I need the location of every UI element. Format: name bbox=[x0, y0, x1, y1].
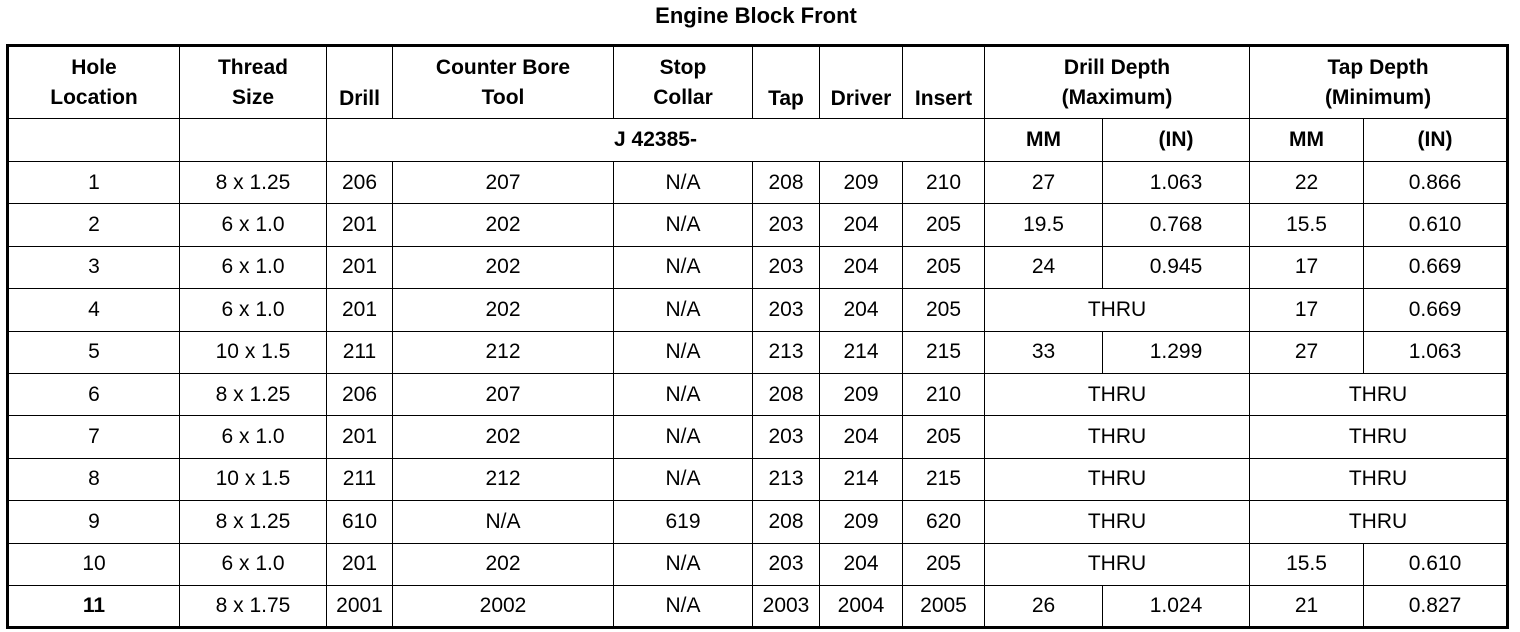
subheader-empty bbox=[180, 119, 327, 162]
tap-depth-in-cell: 1.063 bbox=[1364, 331, 1508, 373]
insert-cell: 205 bbox=[903, 246, 985, 288]
table-row bbox=[8, 501, 1508, 543]
hole-location-cell: 6 bbox=[8, 373, 180, 415]
stop-collar-cell: N/A bbox=[614, 246, 753, 288]
header-insert: Insert bbox=[903, 46, 985, 119]
drill-cell: 201 bbox=[327, 543, 393, 585]
tap-depth-thru-cell: THRU bbox=[1250, 416, 1508, 458]
hole-location-cell: 9 bbox=[8, 501, 180, 543]
thread-size-cell: 6 x 1.0 bbox=[180, 416, 327, 458]
stop-collar-cell: N/A bbox=[614, 458, 753, 500]
tap-depth-mm-cell: 22 bbox=[1250, 162, 1364, 204]
header-counter-bore-tool: Counter Bore Tool bbox=[393, 46, 614, 119]
stop-collar-cell: N/A bbox=[614, 204, 753, 246]
tap-cell: 213 bbox=[753, 458, 820, 500]
tap-depth-in-cell: 0.610 bbox=[1364, 204, 1508, 246]
counter-bore-tool-cell: 202 bbox=[393, 543, 614, 585]
hole-location-cell: 4 bbox=[8, 289, 180, 331]
stop-collar-cell: N/A bbox=[614, 585, 753, 627]
header-drill: Drill bbox=[327, 46, 393, 119]
counter-bore-tool-cell: 202 bbox=[393, 416, 614, 458]
tap-depth-mm-cell: 17 bbox=[1250, 289, 1364, 331]
insert-cell: 205 bbox=[903, 289, 985, 331]
tap-depth-mm-cell: 27 bbox=[1250, 331, 1364, 373]
tap-cell: 208 bbox=[753, 162, 820, 204]
subheader-tap-in: (IN) bbox=[1364, 119, 1508, 162]
stop-collar-cell: N/A bbox=[614, 543, 753, 585]
drill-cell: 206 bbox=[327, 162, 393, 204]
drill-depth-mm-cell: 19.5 bbox=[985, 204, 1103, 246]
table-row bbox=[8, 373, 1508, 415]
table-row bbox=[8, 543, 1508, 585]
stop-collar-cell: 619 bbox=[614, 501, 753, 543]
subheader-row bbox=[8, 119, 1508, 162]
tap-depth-mm-cell: 15.5 bbox=[1250, 543, 1364, 585]
counter-bore-tool-cell: 207 bbox=[393, 162, 614, 204]
counter-bore-tool-cell: 202 bbox=[393, 246, 614, 288]
drill-cell: 201 bbox=[327, 416, 393, 458]
header-hole-location: Hole Location bbox=[8, 46, 180, 119]
insert-cell: 205 bbox=[903, 416, 985, 458]
thread-size-cell: 6 x 1.0 bbox=[180, 543, 327, 585]
insert-cell: 215 bbox=[903, 458, 985, 500]
hole-location-cell: 3 bbox=[8, 246, 180, 288]
header-driver: Driver bbox=[820, 46, 903, 119]
counter-bore-tool-cell: 212 bbox=[393, 331, 614, 373]
header-drill-depth: Drill Depth (Maximum) bbox=[985, 46, 1250, 119]
page-title: Engine Block Front bbox=[655, 3, 857, 28]
counter-bore-tool-cell: 212 bbox=[393, 458, 614, 500]
tap-depth-mm-cell: 21 bbox=[1250, 585, 1364, 627]
header-tap-depth: Tap Depth (Minimum) bbox=[1250, 46, 1508, 119]
table-row bbox=[8, 458, 1508, 500]
tap-cell: 2003 bbox=[753, 585, 820, 627]
stop-collar-cell: N/A bbox=[614, 331, 753, 373]
insert-cell: 215 bbox=[903, 331, 985, 373]
driver-cell: 214 bbox=[820, 331, 903, 373]
tap-cell: 203 bbox=[753, 416, 820, 458]
insert-cell: 620 bbox=[903, 501, 985, 543]
drill-depth-in-cell: 1.024 bbox=[1103, 585, 1250, 627]
hole-location-cell: 8 bbox=[8, 458, 180, 500]
insert-cell: 205 bbox=[903, 204, 985, 246]
drill-cell: 211 bbox=[327, 458, 393, 500]
drill-cell: 211 bbox=[327, 331, 393, 373]
stop-collar-cell: N/A bbox=[614, 416, 753, 458]
tap-depth-thru-cell: THRU bbox=[1250, 458, 1508, 500]
hole-location-cell: 10 bbox=[8, 543, 180, 585]
table-row bbox=[8, 416, 1508, 458]
tap-cell: 203 bbox=[753, 204, 820, 246]
drill-depth-in-cell: 0.768 bbox=[1103, 204, 1250, 246]
tap-cell: 203 bbox=[753, 543, 820, 585]
insert-cell: 205 bbox=[903, 543, 985, 585]
drill-cell: 201 bbox=[327, 289, 393, 331]
driver-cell: 204 bbox=[820, 543, 903, 585]
counter-bore-tool-cell: 202 bbox=[393, 289, 614, 331]
thread-size-cell: 8 x 1.75 bbox=[180, 585, 327, 627]
table-row bbox=[8, 246, 1508, 288]
hole-location-cell: 11 bbox=[8, 585, 180, 627]
tap-depth-in-cell: 0.669 bbox=[1364, 246, 1508, 288]
thread-size-cell: 10 x 1.5 bbox=[180, 458, 327, 500]
tap-depth-in-cell: 0.827 bbox=[1364, 585, 1508, 627]
header-thread-size: Thread Size bbox=[180, 46, 327, 119]
tap-depth-mm-cell: 15.5 bbox=[1250, 204, 1364, 246]
tap-depth-mm-cell: 17 bbox=[1250, 246, 1364, 288]
tap-depth-in-cell: 0.669 bbox=[1364, 289, 1508, 331]
driver-cell: 209 bbox=[820, 162, 903, 204]
driver-cell: 204 bbox=[820, 289, 903, 331]
drill-depth-mm-cell: 33 bbox=[985, 331, 1103, 373]
drill-depth-mm-cell: 26 bbox=[985, 585, 1103, 627]
stop-collar-cell: N/A bbox=[614, 373, 753, 415]
driver-cell: 204 bbox=[820, 204, 903, 246]
tap-cell: 208 bbox=[753, 373, 820, 415]
tool-prefix: J 42385- bbox=[327, 119, 985, 162]
drill-depth-thru-cell: THRU bbox=[985, 458, 1250, 500]
header-row bbox=[8, 46, 1508, 119]
drill-cell: 206 bbox=[327, 373, 393, 415]
counter-bore-tool-cell: N/A bbox=[393, 501, 614, 543]
tap-cell: 208 bbox=[753, 501, 820, 543]
tap-depth-thru-cell: THRU bbox=[1250, 373, 1508, 415]
counter-bore-tool-cell: 207 bbox=[393, 373, 614, 415]
subheader-drill-mm: MM bbox=[985, 119, 1103, 162]
thread-size-cell: 6 x 1.0 bbox=[180, 204, 327, 246]
drill-depth-thru-cell: THRU bbox=[985, 289, 1250, 331]
driver-cell: 209 bbox=[820, 501, 903, 543]
hole-location-cell: 7 bbox=[8, 416, 180, 458]
drill-depth-thru-cell: THRU bbox=[985, 501, 1250, 543]
insert-cell: 210 bbox=[903, 373, 985, 415]
hole-location-cell: 5 bbox=[8, 331, 180, 373]
header-stop-collar: Stop Collar bbox=[614, 46, 753, 119]
drill-cell: 2001 bbox=[327, 585, 393, 627]
table-row bbox=[8, 162, 1508, 204]
header-tap: Tap bbox=[753, 46, 820, 119]
drill-depth-in-cell: 0.945 bbox=[1103, 246, 1250, 288]
hole-location-cell: 2 bbox=[8, 204, 180, 246]
hole-location-cell: 1 bbox=[8, 162, 180, 204]
drill-cell: 201 bbox=[327, 246, 393, 288]
counter-bore-tool-cell: 2002 bbox=[393, 585, 614, 627]
drill-depth-in-cell: 1.063 bbox=[1103, 162, 1250, 204]
tap-depth-in-cell: 0.866 bbox=[1364, 162, 1508, 204]
thread-size-cell: 8 x 1.25 bbox=[180, 501, 327, 543]
stop-collar-cell: N/A bbox=[614, 162, 753, 204]
tap-cell: 203 bbox=[753, 289, 820, 331]
table-row bbox=[8, 331, 1508, 373]
tap-depth-thru-cell: THRU bbox=[1250, 501, 1508, 543]
subheader-drill-in: (IN) bbox=[1103, 119, 1250, 162]
subheader-empty bbox=[8, 119, 180, 162]
subheader-tap-mm: MM bbox=[1250, 119, 1364, 162]
drill-depth-mm-cell: 27 bbox=[985, 162, 1103, 204]
driver-cell: 204 bbox=[820, 246, 903, 288]
table-row bbox=[8, 289, 1508, 331]
drill-cell: 610 bbox=[327, 501, 393, 543]
drill-depth-thru-cell: THRU bbox=[985, 543, 1250, 585]
tap-depth-in-cell: 0.610 bbox=[1364, 543, 1508, 585]
thread-size-cell: 10 x 1.5 bbox=[180, 331, 327, 373]
thread-size-cell: 6 x 1.0 bbox=[180, 246, 327, 288]
drill-depth-thru-cell: THRU bbox=[985, 416, 1250, 458]
driver-cell: 214 bbox=[820, 458, 903, 500]
tool-spec-table bbox=[6, 44, 1509, 629]
thread-size-cell: 8 x 1.25 bbox=[180, 373, 327, 415]
insert-cell: 210 bbox=[903, 162, 985, 204]
table-row bbox=[8, 585, 1508, 627]
table-row bbox=[8, 204, 1508, 246]
tap-cell: 213 bbox=[753, 331, 820, 373]
tap-cell: 203 bbox=[753, 246, 820, 288]
counter-bore-tool-cell: 202 bbox=[393, 204, 614, 246]
thread-size-cell: 6 x 1.0 bbox=[180, 289, 327, 331]
insert-cell: 2005 bbox=[903, 585, 985, 627]
stop-collar-cell: N/A bbox=[614, 289, 753, 331]
driver-cell: 204 bbox=[820, 416, 903, 458]
driver-cell: 209 bbox=[820, 373, 903, 415]
drill-depth-in-cell: 1.299 bbox=[1103, 331, 1250, 373]
thread-size-cell: 8 x 1.25 bbox=[180, 162, 327, 204]
drill-cell: 201 bbox=[327, 204, 393, 246]
drill-depth-thru-cell: THRU bbox=[985, 373, 1250, 415]
driver-cell: 2004 bbox=[820, 585, 903, 627]
drill-depth-mm-cell: 24 bbox=[985, 246, 1103, 288]
